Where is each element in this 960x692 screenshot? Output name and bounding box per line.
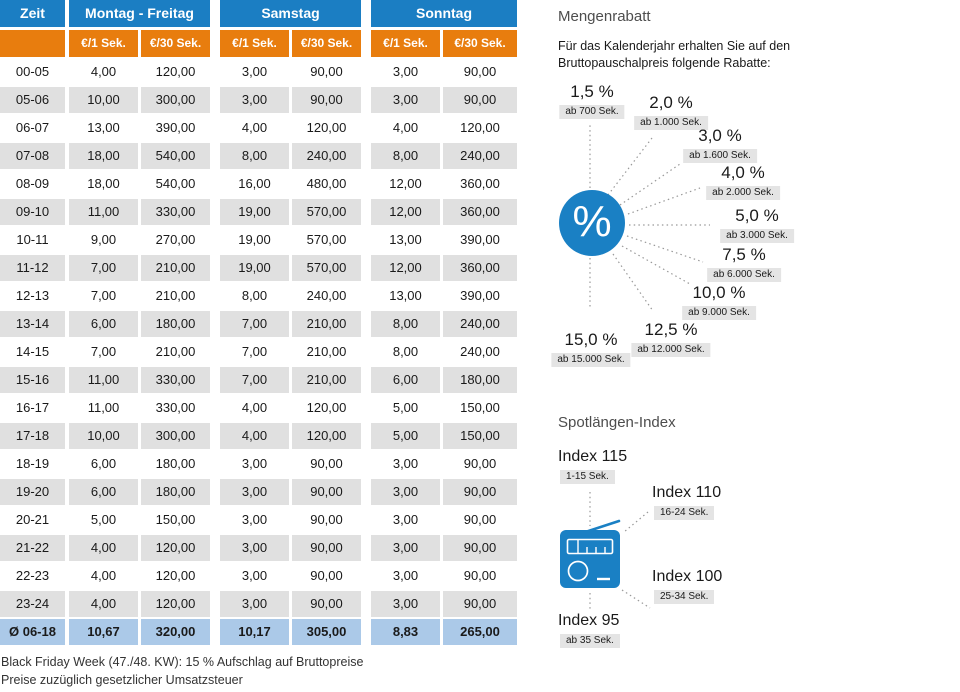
price-cell: 8,00 [220, 143, 289, 169]
volume-discount-intro [558, 38, 790, 72]
discount-tier [551, 330, 630, 367]
time-cell: 12-13 [0, 283, 65, 309]
discount-tier [634, 93, 708, 130]
table-row [0, 255, 520, 281]
price-cell: 5,00 [69, 507, 138, 533]
time-cell: 20-21 [0, 507, 65, 533]
price-cell: 3,00 [220, 479, 289, 505]
price-cell: 90,00 [443, 59, 517, 85]
price-cell: 390,00 [443, 283, 517, 309]
price-cell: 210,00 [141, 255, 210, 281]
table-row [0, 143, 520, 169]
price-cell: 11,00 [69, 395, 138, 421]
price-cell: 3,00 [220, 59, 289, 85]
price-cell: 3,00 [220, 451, 289, 477]
price-cell: 90,00 [443, 591, 517, 617]
price-cell: 4,00 [220, 423, 289, 449]
discount-percent: 4,0 % [721, 163, 765, 182]
price-cell: 90,00 [443, 563, 517, 589]
price-cell: 90,00 [292, 535, 361, 561]
table-row [0, 563, 520, 589]
price-cell: 180,00 [141, 479, 210, 505]
table-row [0, 507, 520, 533]
price-cell: 540,00 [141, 143, 210, 169]
table-row [0, 199, 520, 225]
table-row [0, 451, 520, 477]
price-cell: 19,00 [220, 255, 289, 281]
spot-index-range-badge: 16-24 Sek. [654, 506, 714, 520]
price-cell: 8,00 [371, 143, 440, 169]
discount-threshold-badge: ab 3.000 Sek. [720, 229, 794, 243]
price-cell: 270,00 [141, 227, 210, 253]
discount-tier [720, 206, 794, 243]
price-cell: 10,00 [69, 423, 138, 449]
discount-percent: 15,0 % [564, 330, 618, 349]
price-cell: 9,00 [69, 227, 138, 253]
table-row [0, 171, 520, 197]
time-cell: 11-12 [0, 255, 65, 281]
table-row [0, 227, 520, 253]
price-cell: 4,00 [69, 591, 138, 617]
price-cell: 540,00 [141, 171, 210, 197]
price-cell: 90,00 [443, 87, 517, 113]
time-cell: 21-22 [0, 535, 65, 561]
time-cell: 22-23 [0, 563, 65, 589]
table-row [0, 283, 520, 309]
price-cell: 240,00 [292, 143, 361, 169]
price-cell: 6,00 [69, 311, 138, 337]
price-cell: 12,00 [371, 199, 440, 225]
spot-index-label: Index 95 [558, 612, 620, 629]
spot-index-range-badge: ab 35 Sek. [560, 634, 620, 648]
spot-index-item [558, 612, 620, 648]
price-cell: 19,00 [220, 227, 289, 253]
price-cell: 90,00 [443, 507, 517, 533]
price-cell: 6,00 [69, 451, 138, 477]
table-row [0, 339, 520, 365]
discount-tier [682, 283, 756, 320]
price-cell: 13,00 [371, 283, 440, 309]
discount-threshold-badge: ab 6.000 Sek. [707, 268, 781, 282]
discount-percent: 5,0 % [735, 206, 779, 225]
price-cell: 6,00 [371, 367, 440, 393]
price-cell: 4,00 [69, 535, 138, 561]
spot-index-diagram [550, 440, 850, 670]
price-cell: 210,00 [292, 339, 361, 365]
price-cell: 18,00 [69, 143, 138, 169]
price-cell: 7,00 [220, 311, 289, 337]
price-cell: 240,00 [443, 339, 517, 365]
spot-index-item [652, 568, 722, 604]
discount-percent: 3,0 % [698, 126, 742, 145]
discount-percent: 10,0 % [692, 283, 746, 302]
unit-header: €/30 Sek. [292, 30, 361, 57]
price-cell: 180,00 [141, 451, 210, 477]
price-cell: 3,00 [371, 507, 440, 533]
price-cell: 3,00 [220, 87, 289, 113]
discount-tier [559, 82, 624, 119]
price-cell: 90,00 [292, 87, 361, 113]
unit-header: €/1 Sek. [371, 30, 440, 57]
percent-icon [559, 190, 625, 256]
time-cell: 09-10 [0, 199, 65, 225]
time-cell: 16-17 [0, 395, 65, 421]
price-cell: 360,00 [443, 171, 517, 197]
price-cell: 120,00 [443, 115, 517, 141]
price-cell: 3,00 [371, 59, 440, 85]
table-row [0, 87, 520, 113]
discount-percent: 2,0 % [649, 93, 693, 112]
time-cell: 18-19 [0, 451, 65, 477]
price-cell: 3,00 [371, 535, 440, 561]
price-cell: 12,00 [371, 255, 440, 281]
price-cell: 150,00 [443, 423, 517, 449]
intro-line: Bruttopauschalpreis folgende Rabatte: [558, 56, 771, 70]
discount-threshold-badge: ab 2.000 Sek. [706, 186, 780, 200]
spot-index-range-badge: 25-34 Sek. [654, 590, 714, 604]
table-body [0, 59, 520, 617]
time-cell: 05-06 [0, 87, 65, 113]
price-cell: 13,00 [371, 227, 440, 253]
price-cell: 240,00 [443, 311, 517, 337]
price-cell: 4,00 [69, 59, 138, 85]
price-cell: 13,00 [69, 115, 138, 141]
price-cell: 180,00 [443, 367, 517, 393]
time-cell: 10-11 [0, 227, 65, 253]
price-cell: 90,00 [292, 451, 361, 477]
time-cell: 06-07 [0, 115, 65, 141]
price-cell: 3,00 [371, 451, 440, 477]
price-cell: 120,00 [292, 115, 361, 141]
col-group-time: Zeit [0, 0, 65, 27]
time-cell: 17-18 [0, 423, 65, 449]
price-cell: 90,00 [443, 535, 517, 561]
price-cell: 120,00 [292, 395, 361, 421]
price-cell: 10,00 [69, 87, 138, 113]
price-cell: 330,00 [141, 395, 210, 421]
price-cell: 4,00 [220, 395, 289, 421]
price-cell: 570,00 [292, 199, 361, 225]
discount-tier [631, 320, 710, 357]
price-cell: 150,00 [443, 395, 517, 421]
price-cell: 90,00 [443, 451, 517, 477]
price-cell: 90,00 [292, 591, 361, 617]
price-cell: 305,00 [292, 619, 361, 645]
table-header-units [0, 30, 520, 57]
price-cell: 10,67 [69, 619, 138, 645]
price-cell: 8,00 [371, 311, 440, 337]
price-cell: 90,00 [292, 479, 361, 505]
discount-percent: 7,5 % [722, 245, 766, 264]
time-cell: 14-15 [0, 339, 65, 365]
table-row [0, 395, 520, 421]
price-cell: 4,00 [220, 115, 289, 141]
price-cell: 3,00 [220, 507, 289, 533]
percent-symbol: % [572, 197, 612, 246]
col-group-weekdays: Montag - Freitag [69, 0, 210, 27]
table-row [0, 591, 520, 617]
price-cell: 330,00 [141, 199, 210, 225]
price-cell: 11,00 [69, 367, 138, 393]
time-cell: Ø 06-18 [0, 619, 65, 645]
price-cell: 330,00 [141, 367, 210, 393]
table-header-groups [0, 0, 520, 27]
price-cell: 5,00 [371, 423, 440, 449]
price-cell: 210,00 [292, 311, 361, 337]
time-cell: 19-20 [0, 479, 65, 505]
price-cell: 90,00 [292, 563, 361, 589]
unit-header: €/30 Sek. [141, 30, 210, 57]
unit-header: €/1 Sek. [220, 30, 289, 57]
spot-index-range-badge: 1-15 Sek. [560, 470, 615, 484]
unit-header: €/1 Sek. [69, 30, 138, 57]
unit-header-empty [0, 30, 65, 57]
price-cell: 19,00 [220, 199, 289, 225]
discount-threshold-badge: ab 12.000 Sek. [631, 343, 710, 357]
price-cell: 390,00 [443, 227, 517, 253]
price-cell: 390,00 [141, 115, 210, 141]
price-cell: 570,00 [292, 227, 361, 253]
price-cell: 150,00 [141, 507, 210, 533]
unit-header: €/30 Sek. [443, 30, 517, 57]
price-cell: 7,00 [69, 283, 138, 309]
discount-threshold-badge: ab 15.000 Sek. [551, 353, 630, 367]
price-cell: 3,00 [371, 479, 440, 505]
table-row [0, 367, 520, 393]
table-row [0, 423, 520, 449]
footnotes [1, 653, 521, 689]
table-row [0, 535, 520, 561]
price-cell: 4,00 [371, 115, 440, 141]
price-cell: 8,83 [371, 619, 440, 645]
price-cell: 18,00 [69, 171, 138, 197]
price-cell: 90,00 [292, 59, 361, 85]
discount-tier [683, 126, 757, 163]
time-cell: 08-09 [0, 171, 65, 197]
discount-threshold-badge: ab 1.600 Sek. [683, 149, 757, 163]
price-cell: 3,00 [371, 563, 440, 589]
price-cell: 240,00 [443, 143, 517, 169]
price-cell: 12,00 [371, 171, 440, 197]
table-row [0, 479, 520, 505]
discount-tier [707, 245, 781, 282]
price-cell: 90,00 [443, 479, 517, 505]
spot-index-title: Spotlängen-Index [558, 414, 676, 431]
spot-index-item [652, 484, 721, 520]
price-cell: 90,00 [292, 507, 361, 533]
table-row [0, 311, 520, 337]
price-cell: 3,00 [220, 591, 289, 617]
time-cell: 15-16 [0, 367, 65, 393]
discount-tier [706, 163, 780, 200]
spot-index-label: Index 115 [558, 448, 628, 465]
price-cell: 5,00 [371, 395, 440, 421]
price-cell: 7,00 [220, 367, 289, 393]
price-cell: 300,00 [141, 423, 210, 449]
col-group-saturday: Samstag [220, 0, 361, 27]
price-cell: 3,00 [220, 535, 289, 561]
price-cell: 120,00 [141, 535, 210, 561]
price-cell: 320,00 [141, 619, 210, 645]
price-cell: 300,00 [141, 87, 210, 113]
discount-percent: 1,5 % [570, 82, 614, 101]
spot-index-label: Index 100 [652, 568, 723, 585]
price-cell: 7,00 [69, 255, 138, 281]
intro-line: Für das Kalenderjahr erhalten Sie auf den [558, 39, 791, 53]
price-cell: 360,00 [443, 255, 517, 281]
col-group-sunday: Sonntag [371, 0, 517, 27]
time-cell: 13-14 [0, 311, 65, 337]
price-cell: 8,00 [371, 339, 440, 365]
price-cell: 11,00 [69, 199, 138, 225]
price-cell: 265,00 [443, 619, 517, 645]
price-cell: 8,00 [220, 283, 289, 309]
price-cell: 120,00 [141, 563, 210, 589]
table-row [0, 59, 520, 85]
price-cell: 210,00 [141, 339, 210, 365]
discount-threshold-badge: ab 700 Sek. [559, 105, 624, 119]
footnote-vat: Preise zuzüglich gesetzlicher Umsatzsteuer [1, 673, 243, 687]
footnote-black-friday: Black Friday Week (47./48. KW): 15 % Aufschlag auf Bruttopreise [1, 655, 364, 669]
price-cell: 120,00 [292, 423, 361, 449]
price-cell: 10,17 [220, 619, 289, 645]
average-row [0, 619, 520, 645]
price-cell: 3,00 [220, 563, 289, 589]
price-cell: 240,00 [292, 283, 361, 309]
time-cell: 23-24 [0, 591, 65, 617]
price-cell: 16,00 [220, 171, 289, 197]
price-cell: 570,00 [292, 255, 361, 281]
volume-discount-title: Mengenrabatt [558, 8, 651, 25]
discount-threshold-badge: ab 1.000 Sek. [634, 116, 708, 130]
time-cell: 00-05 [0, 59, 65, 85]
price-cell: 3,00 [371, 87, 440, 113]
discount-threshold-badge: ab 9.000 Sek. [682, 306, 756, 320]
price-cell: 120,00 [141, 59, 210, 85]
price-cell: 4,00 [69, 563, 138, 589]
table-row [0, 115, 520, 141]
price-cell: 7,00 [220, 339, 289, 365]
spot-index-item [558, 448, 627, 484]
discount-fan-diagram [550, 80, 850, 370]
time-cell: 07-08 [0, 143, 65, 169]
price-cell: 180,00 [141, 311, 210, 337]
discount-percent: 12,5 % [644, 320, 698, 339]
price-cell: 3,00 [371, 591, 440, 617]
price-cell: 120,00 [141, 591, 210, 617]
price-cell: 480,00 [292, 171, 361, 197]
price-cell: 360,00 [443, 199, 517, 225]
price-cell: 6,00 [69, 479, 138, 505]
price-cell: 7,00 [69, 339, 138, 365]
price-cell: 210,00 [292, 367, 361, 393]
spot-index-label: Index 110 [652, 484, 722, 501]
price-cell: 210,00 [141, 283, 210, 309]
